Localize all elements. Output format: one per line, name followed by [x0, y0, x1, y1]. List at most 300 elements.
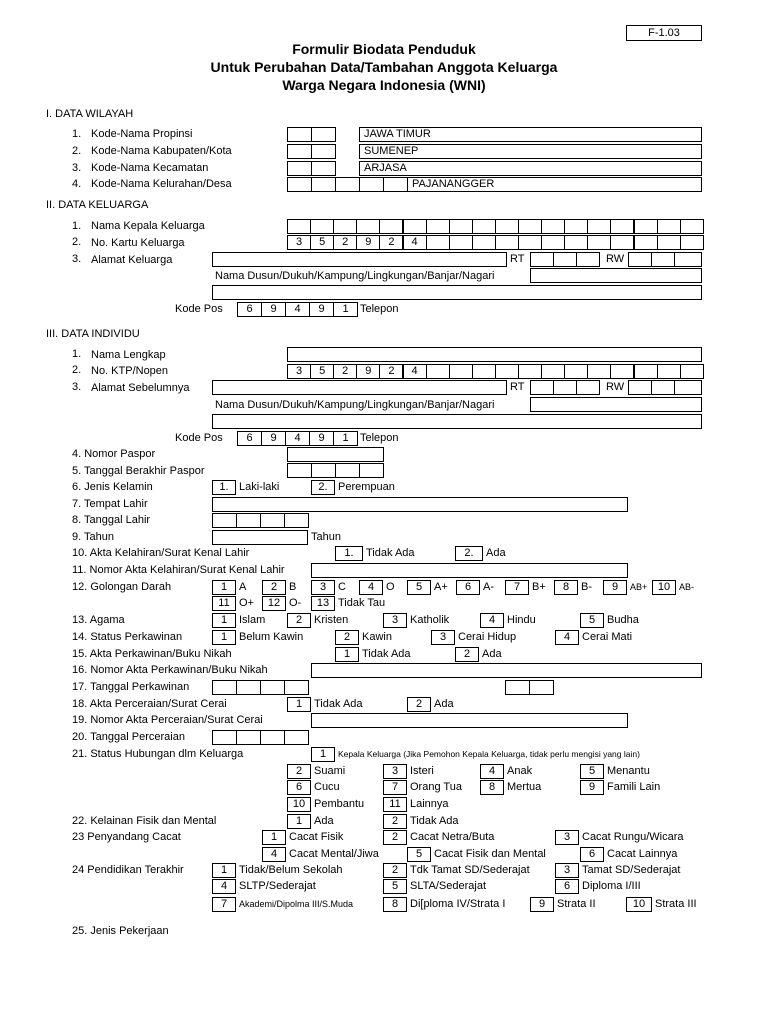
hubungan-option-box[interactable]: 8: [480, 780, 504, 795]
tgl-paspor-cell[interactable]: [335, 463, 360, 478]
kodepos-cell[interactable]: 1: [333, 302, 358, 317]
akta-cerai-ada-label: Ada: [434, 698, 454, 710]
goldar-label: AB-: [679, 582, 695, 592]
akta-tidak-ada-box[interactable]: 1.: [335, 546, 363, 561]
label-akta-perkawinan: 15. Akta Perkawinan/Buku Nikah: [72, 648, 232, 660]
no-ktp-cell[interactable]: [426, 364, 450, 379]
cacat-option-label: Cacat Fisik: [289, 831, 344, 843]
kepala-keluarga-cell[interactable]: [657, 219, 681, 234]
no-kk-cell[interactable]: [634, 235, 658, 250]
no-ktp-cell[interactable]: [680, 364, 704, 379]
label-alamat-keluarga: Alamat Keluarga: [91, 254, 173, 266]
cacat-option-box[interactable]: 4: [262, 847, 286, 862]
jk-laki-label: Laki-laki: [239, 481, 280, 493]
label-kelainan: 22. Kelainan Fisik dan Mental: [72, 815, 217, 827]
no-kk-cell[interactable]: 9: [356, 235, 380, 250]
hubungan-option-box[interactable]: 11: [383, 797, 407, 812]
wilayah-code-cell[interactable]: [311, 177, 336, 192]
kodepos-label-2: Kode Pos: [175, 432, 223, 444]
no-kk-cell[interactable]: [657, 235, 681, 250]
agama-option-box[interactable]: 2: [287, 613, 311, 628]
pendidikan-option-box[interactable]: 6: [555, 879, 579, 894]
cacat-option-label: Cacat Mental/Jiwa: [289, 848, 379, 860]
wilayah-num: 1.: [72, 128, 82, 140]
label-no-ktp: No. KTP/Nopen: [91, 365, 169, 377]
no-ktp-cell[interactable]: [587, 364, 611, 379]
tanggal-perceraian-cell[interactable]: [260, 730, 285, 745]
kepala-keluarga-cell[interactable]: [680, 219, 704, 234]
pendidikan-option-label: SLTA/Sederajat: [410, 880, 487, 892]
label-penyandang-cacat: 23 Penyandang Cacat: [72, 831, 181, 843]
hubungan-option-box[interactable]: 6: [287, 780, 311, 795]
wilayah-code-cell[interactable]: [287, 127, 312, 142]
pendidikan-option-box[interactable]: 4: [212, 879, 236, 894]
alamat-sebelumnya-field[interactable]: [212, 380, 507, 395]
no-kk-cell[interactable]: 2: [379, 235, 403, 250]
no-ktp-cell[interactable]: [541, 364, 565, 379]
kepala-keluarga-cell[interactable]: [426, 219, 450, 234]
goldar-label: B-: [581, 581, 592, 593]
hubungan-label: Kepala Keluarga (Jika Pemohon Kepala Keluarga, tidak perlu mengisi yang lain): [338, 749, 640, 759]
pendidikan-option-box[interactable]: 1: [212, 863, 236, 878]
jk-perempuan-box[interactable]: 2.: [311, 480, 335, 495]
kk-num-2: 2.: [72, 236, 82, 248]
akta-nikah-tidak-ada-box[interactable]: 1: [335, 647, 359, 662]
tanggal-lahir-cell[interactable]: [260, 513, 285, 528]
pendidikan-option-box[interactable]: 5: [383, 879, 407, 894]
kepala-keluarga-cell[interactable]: [587, 219, 611, 234]
kk-num-1: 1.: [72, 220, 82, 232]
akta-ada-label: Ada: [486, 547, 506, 559]
label-nomor-akta-perceraian: 19. Nomor Akta Perceraian/Surat Cerai: [72, 714, 263, 726]
nomor-akta-perceraian-field[interactable]: [311, 713, 628, 728]
pendidikan-box[interactable]: 7: [212, 897, 236, 912]
kodepos-cell[interactable]: 6: [237, 302, 262, 317]
kelainan-tidak-ada-label: Tidak Ada: [410, 815, 459, 827]
kawin-option-box[interactable]: 1: [212, 630, 236, 645]
kawin-option-label: Belum Kawin: [239, 631, 304, 643]
pendidikan-box[interactable]: 10: [626, 897, 652, 912]
no-kk-cell[interactable]: [610, 235, 634, 250]
kawin-option-label: Kawin: [362, 631, 392, 643]
no-ktp-cell[interactable]: 3: [287, 364, 311, 379]
label-status-perkawinan: 14. Status Perkawinan: [72, 631, 183, 643]
tanggal-perceraian-cell[interactable]: [212, 730, 237, 745]
alamat-keluarga-line2[interactable]: [212, 285, 702, 300]
kepala-keluarga-cell[interactable]: [541, 219, 565, 234]
no-kk-cell[interactable]: 3: [287, 235, 311, 250]
rt-label: RT: [510, 253, 525, 265]
kodepos-cell[interactable]: 6: [237, 431, 262, 446]
jk-perempuan-label: Perempuan: [338, 481, 395, 493]
rt-label-2: RT: [510, 381, 525, 393]
label-golongan-darah: 12. Golongan Darah: [72, 581, 172, 593]
no-kk-cell[interactable]: [564, 235, 588, 250]
rw-cell[interactable]: [674, 252, 702, 267]
tanggal-perkawinan-cell[interactable]: [505, 680, 530, 695]
no-ktp-cell[interactable]: [634, 364, 658, 379]
wilayah-num: 3.: [72, 162, 82, 174]
alamat-sebelumnya-line2[interactable]: [212, 414, 702, 429]
goldar-box[interactable]: 8: [554, 580, 578, 595]
rt-cell[interactable]: [530, 252, 554, 267]
tanggal-perkawinan-cell[interactable]: [212, 680, 237, 695]
form-title-line2: Untuk Perubahan Data/Tambahan Anggota Keluarga: [210, 59, 558, 75]
hubungan-option-box[interactable]: 9: [580, 780, 604, 795]
kawin-option-label: Cerai Mati: [582, 631, 633, 643]
no-kk-cell[interactable]: 5: [310, 235, 334, 250]
label-agama: 13. Agama: [72, 614, 125, 626]
no-ktp-cell[interactable]: [564, 364, 588, 379]
wilayah-value-field[interactable]: SUMENEP: [359, 144, 702, 159]
tanggal-perkawinan-cell[interactable]: [284, 680, 309, 695]
hubungan-option-box[interactable]: 4: [480, 764, 504, 779]
tgl-paspor-cell[interactable]: [287, 463, 312, 478]
form-code-box: [626, 25, 702, 41]
goldar-label: A-: [483, 581, 494, 593]
no-kk-cell[interactable]: 2: [333, 235, 357, 250]
ind-num-1: 1.: [72, 348, 82, 360]
goldar-label: B+: [532, 581, 546, 593]
goldar-label: O+: [239, 597, 254, 609]
goldar-label: Tidak Tau: [338, 597, 386, 609]
label-nomor-paspor: 4. Nomor Paspor: [72, 448, 156, 460]
kodepos-cell[interactable]: 9: [261, 431, 286, 446]
section-individu: III. DATA INDIVIDU: [46, 328, 140, 340]
dusun-field-2[interactable]: [530, 397, 702, 412]
pendidikan-option-label: SLTP/Sederajat: [239, 880, 316, 892]
pendidikan-option-label: Tdk Tamat SD/Sederajat: [410, 864, 530, 876]
kodepos-cell[interactable]: 4: [285, 431, 310, 446]
pendidikan-box[interactable]: 9: [530, 897, 554, 912]
rw-label: RW: [606, 381, 625, 393]
nomor-akta-perkawinan-field[interactable]: [311, 663, 702, 678]
goldar-box[interactable]: 4: [359, 580, 383, 595]
kepala-keluarga-cell[interactable]: [356, 219, 380, 234]
no-kk-cell[interactable]: [495, 235, 519, 250]
hubungan-option-label: Menantu: [607, 765, 650, 777]
rw-cell[interactable]: [674, 380, 702, 395]
akta-nikah-tidak-ada-label: Tidak Ada: [362, 648, 411, 660]
wilayah-value-field[interactable]: JAWA TIMUR: [359, 127, 702, 142]
label-no-kk: No. Kartu Keluarga: [91, 237, 185, 249]
tanggal-lahir-cell[interactable]: [236, 513, 261, 528]
goldar-box[interactable]: 12: [262, 596, 286, 611]
tanggal-lahir-cell[interactable]: [212, 513, 237, 528]
cacat-option-box[interactable]: 6: [580, 847, 604, 862]
no-ktp-cell[interactable]: [610, 364, 634, 379]
hubungan-box[interactable]: 1: [311, 747, 335, 762]
label-status-hubungan: 21. Status Hubungan dlm Keluarga: [72, 748, 244, 760]
hubungan-option-box[interactable]: 5: [580, 764, 604, 779]
akta-nikah-ada-label: Ada: [482, 648, 502, 660]
goldar-label: AB+: [630, 582, 648, 592]
wilayah-code-cell[interactable]: [335, 177, 360, 192]
no-kk-cell[interactable]: 4: [403, 235, 427, 250]
tanggal-perkawinan-cell[interactable]: [529, 680, 554, 695]
wilayah-num: 4.: [72, 178, 82, 190]
tanggal-perceraian-cell[interactable]: [284, 730, 309, 745]
alamat-keluarga-field[interactable]: [212, 252, 507, 267]
kelainan-tidak-ada-box[interactable]: 2: [383, 814, 407, 829]
akta-ada-box[interactable]: 2.: [455, 546, 483, 561]
wilayah-code-cell[interactable]: [287, 161, 312, 176]
cacat-option-label: Cacat Lainnya: [607, 848, 678, 860]
rw-cell[interactable]: [628, 380, 652, 395]
kodepos-label: Kode Pos: [175, 303, 223, 315]
kepala-keluarga-cell[interactable]: [449, 219, 473, 234]
wilayah-code-cell[interactable]: [383, 177, 408, 192]
no-kk-cell[interactable]: [680, 235, 704, 250]
goldar-box[interactable]: 2: [262, 580, 286, 595]
agama-option-label: Budha: [607, 614, 639, 626]
cacat-option-box[interactable]: 5: [407, 847, 431, 862]
agama-option-box[interactable]: 4: [480, 613, 504, 628]
label-tanggal-perkawinan: 17. Tanggal Perkawinan: [72, 681, 190, 693]
kodepos-cell[interactable]: 1: [333, 431, 358, 446]
goldar-label: A+: [434, 581, 448, 593]
goldar-box[interactable]: 10: [652, 580, 676, 595]
tanggal-perkawinan-cell[interactable]: [260, 680, 285, 695]
label-pendidikan: 24 Pendidikan Terakhir: [72, 864, 184, 876]
rw-label: RW: [606, 253, 625, 265]
tgl-paspor-cell[interactable]: [311, 463, 336, 478]
agama-option-box[interactable]: 1: [212, 613, 236, 628]
no-ktp-cell[interactable]: 9: [356, 364, 380, 379]
hubungan-option-box[interactable]: 10: [287, 797, 311, 812]
tanggal-perkawinan-cell[interactable]: [236, 680, 261, 695]
nomor-akta-kelahiran-field[interactable]: [311, 563, 628, 578]
label-tgl-paspor: 5. Tanggal Berakhir Paspor: [72, 465, 205, 477]
cacat-option-label: Cacat Fisik dan Mental: [434, 848, 546, 860]
no-kk-cell[interactable]: [449, 235, 473, 250]
wilayah-label: Kode-Nama Kelurahan/Desa: [91, 178, 232, 190]
tanggal-lahir-cell[interactable]: [284, 513, 309, 528]
pendidikan-label: Strata II: [557, 898, 596, 910]
pendidikan-label: Akademi/Dipolma III/S.Muda: [239, 899, 354, 909]
kawin-option-box[interactable]: 4: [555, 630, 579, 645]
goldar-box[interactable]: 7: [505, 580, 529, 595]
nama-lengkap-field[interactable]: [287, 347, 702, 362]
cacat-option-box[interactable]: 1: [262, 830, 286, 845]
wilayah-label: Kode-Nama Propinsi: [91, 128, 193, 140]
goldar-box[interactable]: 13: [311, 596, 335, 611]
hubungan-option-label: Famili Lain: [607, 781, 661, 793]
wilayah-code-cell[interactable]: [359, 177, 384, 192]
cacat-option-label: Cacat Netra/Buta: [410, 831, 495, 843]
goldar-box[interactable]: 6: [456, 580, 480, 595]
wilayah-value-field[interactable]: ARJASA: [359, 161, 702, 176]
pendidikan-option-label: Tidak/Belum Sekolah: [239, 864, 343, 876]
label-akta-perceraian: 18. Akta Perceraian/Surat Cerai: [72, 698, 227, 710]
kepala-keluarga-cell[interactable]: [403, 219, 427, 234]
agama-option-label: Islam: [239, 614, 266, 626]
hubungan-option-box[interactable]: 2: [287, 764, 311, 779]
no-ktp-cell[interactable]: [449, 364, 473, 379]
label-nomor-akta-kelahiran: 11. Nomor Akta Kelahiran/Surat Kenal Lahir: [72, 564, 285, 576]
no-ktp-cell[interactable]: [657, 364, 681, 379]
hubungan-option-box[interactable]: 7: [383, 780, 407, 795]
akta-nikah-ada-box[interactable]: 2: [455, 647, 479, 662]
no-kk-cell[interactable]: [518, 235, 542, 250]
hubungan-option-label: Mertua: [507, 781, 542, 793]
agama-option-box[interactable]: 5: [580, 613, 604, 628]
no-ktp-cell[interactable]: [518, 364, 542, 379]
pendidikan-label: Strata III: [655, 898, 697, 910]
goldar-label: O-: [289, 597, 302, 609]
akta-cerai-tidak-ada-label: Tidak Ada: [314, 698, 363, 710]
rt-cell[interactable]: [530, 380, 554, 395]
hubungan-option-label: Orang Tua: [410, 781, 462, 793]
akta-cerai-tidak-ada-box[interactable]: 1: [287, 697, 311, 712]
agama-option-label: Katholik: [410, 614, 450, 626]
tgl-paspor-cell[interactable]: [359, 463, 384, 478]
no-ktp-cell[interactable]: 2: [333, 364, 357, 379]
goldar-box[interactable]: 11: [212, 596, 236, 611]
wilayah-code-cell[interactable]: [287, 177, 312, 192]
dusun-label-2: Nama Dusun/Dukuh/Kampung/Lingkungan/Banjar/Nagari: [215, 399, 495, 411]
tanggal-perceraian-cell[interactable]: [236, 730, 261, 745]
ind-num-3: 3.: [72, 381, 82, 393]
wilayah-label: Kode-Nama Kecamatan: [91, 162, 209, 174]
wilayah-value-field[interactable]: PAJANANGGER: [407, 177, 702, 192]
label-tempat-lahir: 7. Tempat Lahir: [72, 498, 148, 510]
cacat-option-label: Cacat Rungu/Wicara: [582, 831, 684, 843]
kepala-keluarga-cell[interactable]: [634, 219, 658, 234]
label-kepala-keluarga: Nama Kepala Keluarga: [91, 220, 205, 232]
no-kk-cell[interactable]: [587, 235, 611, 250]
rw-cell[interactable]: [628, 252, 652, 267]
rt-cell[interactable]: [576, 252, 600, 267]
hubungan-option-label: Pembantu: [314, 798, 365, 810]
dusun-label: Nama Dusun/Dukuh/Kampung/Lingkungan/Banjar/Nagari: [215, 270, 495, 282]
label-jenis-pekerjaan: 25. Jenis Pekerjaan: [72, 925, 169, 937]
kepala-keluarga-cell[interactable]: [495, 219, 519, 234]
hubungan-option-box[interactable]: 3: [383, 764, 407, 779]
form-title-line3: Warga Negara Indonesia (WNI): [282, 77, 486, 93]
no-ktp-cell[interactable]: 4: [403, 364, 427, 379]
kelainan-ada-box[interactable]: 1: [287, 814, 311, 829]
goldar-box[interactable]: 3: [311, 580, 335, 595]
goldar-label: C: [338, 581, 346, 593]
tempat-lahir-field[interactable]: [212, 497, 628, 512]
dusun-field[interactable]: [530, 268, 702, 283]
section-keluarga: II. DATA KELUARGA: [46, 199, 149, 211]
no-kk-cell[interactable]: [426, 235, 450, 250]
pendidikan-option-label: Diploma I/III: [582, 880, 641, 892]
akta-cerai-ada-box[interactable]: 2: [407, 697, 431, 712]
pendidikan-label: Di[ploma IV/Strata I: [410, 898, 506, 910]
kodepos-cell[interactable]: 9: [261, 302, 286, 317]
rt-cell[interactable]: [576, 380, 600, 395]
goldar-box[interactable]: 1: [212, 580, 236, 595]
nomor-paspor-field[interactable]: [287, 447, 384, 462]
no-kk-cell[interactable]: [472, 235, 496, 250]
label-akta-kelahiran: 10. Akta Kelahiran/Surat Kenal Lahir: [72, 547, 250, 559]
pendidikan-option-box[interactable]: 3: [555, 863, 579, 878]
kodepos-cell[interactable]: 9: [309, 302, 334, 317]
rw-cell[interactable]: [651, 380, 675, 395]
section-wilayah: I. DATA WILAYAH: [46, 108, 134, 120]
agama-option-label: Kristen: [314, 614, 349, 626]
wilayah-code-cell[interactable]: [311, 144, 336, 159]
kelainan-ada-label: Ada: [314, 815, 334, 827]
wilayah-code-cell[interactable]: [287, 144, 312, 159]
tahun-field[interactable]: [212, 530, 308, 545]
agama-option-label: Hindu: [507, 614, 536, 626]
rw-cell[interactable]: [651, 252, 675, 267]
form-code: F-1.03: [648, 27, 680, 39]
cacat-option-box[interactable]: 2: [383, 830, 407, 845]
pendidikan-option-box[interactable]: 2: [383, 863, 407, 878]
goldar-label: O: [386, 581, 395, 593]
kepala-keluarga-cell[interactable]: [379, 219, 403, 234]
label-jenis-kelamin: 6. Jenis Kelamin: [72, 481, 153, 493]
hubungan-option-label: Cucu: [314, 781, 340, 793]
label-nama-lengkap: Nama Lengkap: [91, 349, 166, 361]
goldar-box[interactable]: 9: [603, 580, 627, 595]
hubungan-option-label: Suami: [314, 765, 346, 777]
wilayah-code-cell[interactable]: [311, 161, 336, 176]
cacat-option-box[interactable]: 3: [555, 830, 579, 845]
kepala-keluarga-cell[interactable]: [564, 219, 588, 234]
hubungan-option-label: Lainnya: [410, 798, 449, 810]
wilayah-code-cell[interactable]: [311, 127, 336, 142]
tahun-unit: Tahun: [311, 531, 341, 543]
label-tanggal-lahir: 8. Tanggal Lahir: [72, 514, 151, 526]
kawin-option-box[interactable]: 3: [431, 630, 455, 645]
wilayah-num: 2.: [72, 145, 82, 157]
kepala-keluarga-cell[interactable]: [518, 219, 542, 234]
label-tanggal-perceraian: 20. Tanggal Perceraian: [72, 731, 185, 743]
hubungan-option-label: Isteri: [410, 765, 434, 777]
no-ktp-cell[interactable]: [495, 364, 519, 379]
label-alamat-sebelumnya: Alamat Sebelumnya: [91, 382, 190, 394]
kepala-keluarga-cell[interactable]: [472, 219, 496, 234]
telepon-label-2: Telepon: [360, 432, 399, 444]
agama-option-box[interactable]: 3: [383, 613, 407, 628]
kodepos-cell[interactable]: 9: [309, 431, 334, 446]
hubungan-option-label: Anak: [507, 765, 533, 777]
rt-cell[interactable]: [553, 380, 577, 395]
rt-cell[interactable]: [553, 252, 577, 267]
no-ktp-cell[interactable]: 5: [310, 364, 334, 379]
telepon-label: Telepon: [360, 303, 399, 315]
wilayah-label: Kode-Nama Kabupaten/Kota: [91, 145, 232, 157]
jk-laki-box[interactable]: 1.: [212, 480, 236, 495]
no-ktp-cell[interactable]: 2: [379, 364, 403, 379]
kepala-keluarga-cell[interactable]: [310, 219, 334, 234]
kawin-option-box[interactable]: 2: [335, 630, 359, 645]
kk-num-3: 3.: [72, 253, 82, 265]
label-tahun: 9. Tahun: [72, 531, 115, 543]
pendidikan-option-label: Tamat SD/Sederajat: [582, 864, 681, 876]
no-ktp-cell[interactable]: [472, 364, 496, 379]
goldar-box[interactable]: 5: [407, 580, 431, 595]
akta-tidak-ada-label: Tidak Ada: [366, 547, 415, 559]
kawin-option-label: Cerai Hidup: [458, 631, 517, 643]
kodepos-cell[interactable]: 4: [285, 302, 310, 317]
kepala-keluarga-cell[interactable]: [333, 219, 357, 234]
kepala-keluarga-cell[interactable]: [287, 219, 311, 234]
form-title-line1: Formulir Biodata Penduduk: [292, 41, 476, 57]
goldar-label: B: [289, 581, 297, 593]
goldar-label: A: [239, 581, 247, 593]
no-kk-cell[interactable]: [541, 235, 565, 250]
kepala-keluarga-cell[interactable]: [610, 219, 634, 234]
ind-num-2: 2.: [72, 364, 82, 376]
pendidikan-box[interactable]: 8: [383, 897, 407, 912]
